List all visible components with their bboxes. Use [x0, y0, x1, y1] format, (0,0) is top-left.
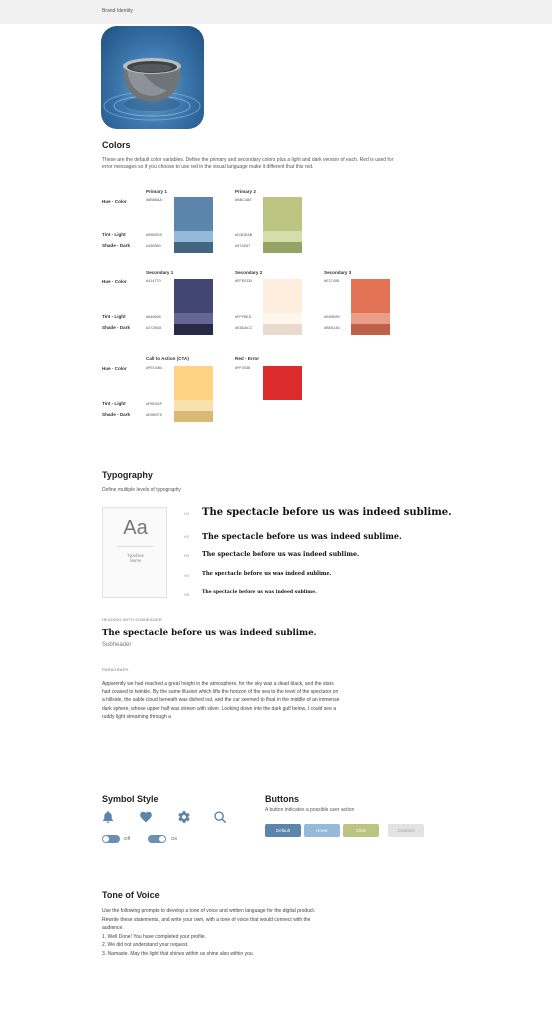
tint-hex: #D3DEAB — [235, 233, 253, 237]
brand-logo-image — [101, 26, 204, 129]
row-label-hue: Hue - Color — [102, 199, 127, 204]
click-button[interactable]: Click — [343, 824, 379, 837]
row-label-shade: Shade - Dark — [102, 325, 131, 330]
tone-intro: Use the following prompts to develop a tone of voice and written language for the digital product. Rewrite these statements, and write your own, with a tone of voice that would connect with the audience. — [102, 908, 316, 932]
tint-hex: #FFF6ED — [235, 315, 252, 319]
color-group-name: Secondary 3 — [324, 270, 352, 275]
symbol-style-title: Symbol Style — [102, 794, 159, 804]
hue-swatch — [351, 279, 390, 313]
subheader-section-heading: The spectacle before us was indeed sublime. — [102, 628, 317, 638]
color-group-name: Red - Error — [235, 356, 259, 361]
tone-item: 3. Namaste. May the light that shines within us shine also within you. — [102, 950, 255, 957]
color-group-name: Secondary 1 — [146, 270, 174, 275]
toggle-off-label: Off — [124, 836, 131, 841]
gear-icon — [177, 810, 191, 824]
row-label-shade: Shade - Dark — [102, 412, 131, 417]
hue-swatch — [174, 279, 213, 313]
subheader-text: Subheader — [102, 642, 132, 648]
colors-description: These are the default color variables. Define the primary and secondary colors plus a light and dark version of each. Red is used for error messages so if you choose to use red in the visual language make it different that this red. — [102, 157, 394, 170]
tint-swatch — [174, 231, 213, 242]
hue-hex: #E27455 — [324, 279, 340, 283]
tint-hex: #E89E89 — [324, 315, 340, 319]
shade-swatch — [351, 324, 390, 335]
shade-hex: #D9B975 — [146, 413, 162, 417]
heading-level-label: H1 — [184, 511, 190, 516]
search-icon — [213, 810, 227, 824]
row-label-tint: Tint - Light — [102, 232, 126, 237]
swatch-cta — [174, 366, 213, 422]
toggle-on[interactable] — [148, 835, 166, 843]
hue-swatch — [263, 279, 302, 313]
row-label-hue: Hue - Color — [102, 366, 127, 371]
heading-sample-h3: The spectacle before us was indeed sublime. — [202, 551, 360, 558]
heading-level-label: H3 — [184, 553, 190, 558]
typeface-name-line: Typeface — [127, 553, 144, 558]
top-bar — [0, 0, 552, 24]
swatch-secondary-2 — [263, 279, 302, 335]
swatch-secondary-1 — [174, 279, 213, 335]
hue-hex: #414770 — [146, 279, 161, 283]
color-group-name: Secondary 2 — [235, 270, 263, 275]
tint-hex: #646695 — [146, 315, 161, 319]
hue-hex: #FED484 — [146, 366, 163, 370]
colors-title: Colors — [102, 140, 131, 150]
typography-title: Typography — [102, 470, 153, 480]
default-button[interactable]: Default — [265, 824, 301, 837]
shade-swatch — [263, 242, 302, 253]
heart-icon — [139, 810, 153, 824]
typeface-card — [102, 507, 167, 598]
shade-hex: #272B45 — [146, 326, 162, 330]
shade-hex: #E8DACC — [235, 326, 253, 330]
tint-hex: #95B9D9 — [146, 233, 162, 237]
tone-content — [102, 907, 332, 959]
row-label-tint: Tint - Light — [102, 314, 126, 319]
heading-sample-h4: The spectacle before us was indeed sublime. — [202, 571, 332, 577]
hue-hex: #FFEEDD — [235, 279, 253, 283]
toggle-knob — [103, 836, 109, 842]
hue-swatch — [174, 366, 213, 400]
swatch-secondary-3 — [351, 279, 390, 335]
tone-title: Tone of Voice — [102, 890, 160, 900]
swatch-primary-1 — [174, 197, 213, 253]
tint-swatch — [263, 313, 302, 324]
page-title: Brand Identity — [102, 8, 133, 14]
heading-level-label: H4 — [184, 573, 190, 578]
tint-swatch — [351, 313, 390, 324]
shade-hex: #436580 — [146, 244, 161, 248]
typography-description: Define multiple levels of typography — [102, 487, 181, 493]
color-group-name: Call to Action (CTA) — [146, 356, 189, 361]
shade-hex: #BE6146 — [324, 326, 340, 330]
typeface-sample: Aa — [123, 517, 148, 539]
disabled-button: Disabled — [388, 824, 424, 837]
hue-hex: #5B85AA — [146, 198, 163, 202]
shade-swatch — [174, 411, 213, 422]
shade-swatch — [174, 324, 213, 335]
swatch-error — [263, 366, 302, 400]
paragraph-section-label: PARAGRAPH — [102, 667, 129, 672]
buttons-description: A button indicates a possible user action — [265, 807, 355, 813]
heading-level-label: H2 — [184, 534, 190, 539]
shade-hex: #97A267 — [235, 244, 251, 248]
tone-item: 2. We did not understand your request. — [102, 942, 189, 949]
toggle-on-label: On — [171, 836, 178, 841]
row-label-shade: Shade - Dark — [102, 243, 131, 248]
tint-swatch — [174, 400, 213, 411]
toggle-off[interactable] — [102, 835, 120, 843]
typeface-name-line: Name — [129, 558, 142, 563]
bell-icon — [101, 810, 115, 824]
hue-swatch — [174, 197, 213, 231]
tone-item: 1. Well Done! You have completed your profile. — [102, 933, 206, 940]
toggle-knob — [159, 836, 165, 842]
shade-swatch — [174, 242, 213, 253]
tint-swatch — [174, 313, 213, 324]
tint-swatch — [263, 231, 302, 242]
heading-sample-h1: The spectacle before us was indeed sublime. — [202, 507, 452, 518]
hue-swatch — [263, 366, 302, 400]
hue-hex: #BBC480 — [235, 198, 252, 202]
paragraph-sample: Apparently we had reached a great height in the atmosphere, for the sky was a dead black, and the stars had ceased to twinkle. By the same illusion which lifts the horizon of the sea to the level of the spectator on a hillside, the sable cloud beneath was dished out, and the car seemed to float in the middle of an immense dark sphere, whose upper half was strewn with silver. Looking down into the dark gulf below, I could see a ruddy light streaming through a — [102, 681, 340, 720]
shade-swatch — [263, 324, 302, 335]
heading-sample-h5: The spectacle before us was indeed sublime. — [202, 590, 317, 595]
tint-hex: #F8E0AF — [146, 402, 163, 406]
typeface-name — [103, 553, 168, 563]
subheader-section-label: HEADING WITH SUBHEADER — [102, 617, 162, 622]
heading-sample-h2: The spectacle before us was indeed sublime. — [202, 531, 402, 541]
hue-swatch — [263, 197, 302, 231]
divider — [117, 546, 154, 547]
color-group-name: Primary 2 — [235, 189, 256, 194]
row-label-tint: Tint - Light — [102, 401, 126, 406]
hue-hex: #FF0038 — [235, 366, 251, 370]
hover-button[interactable]: Hover — [304, 824, 340, 837]
swatch-primary-2 — [263, 197, 302, 253]
heading-level-label: H5 — [184, 592, 190, 597]
buttons-title: Buttons — [265, 794, 299, 804]
row-label-hue: Hue - Color — [102, 279, 127, 284]
color-group-name: Primary 1 — [146, 189, 167, 194]
